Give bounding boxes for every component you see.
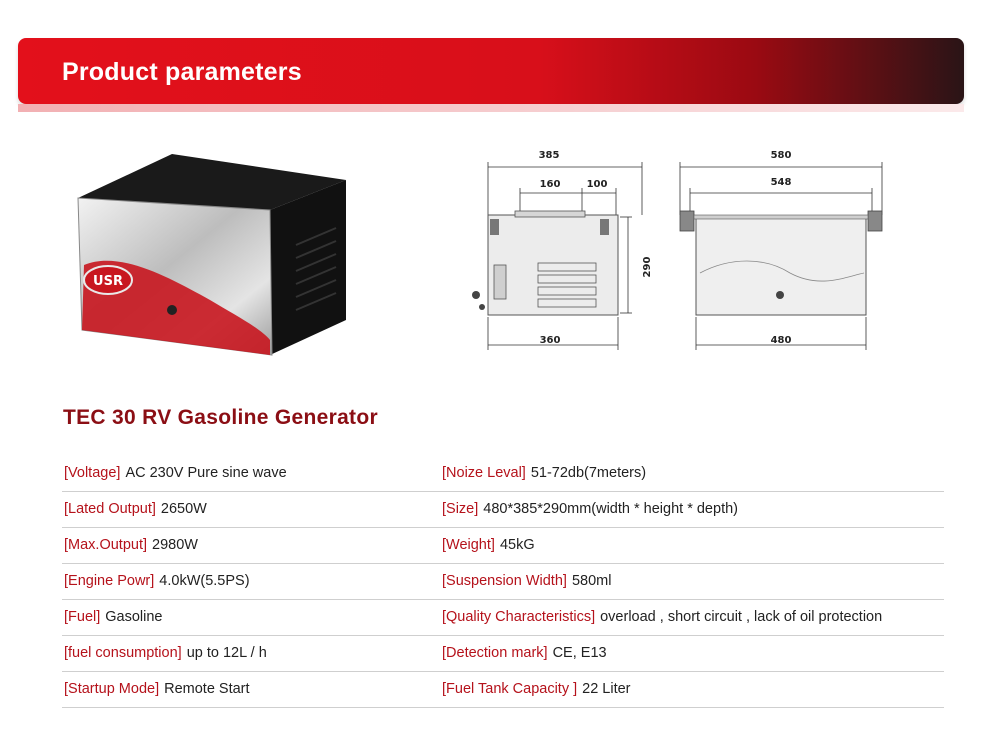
spec-label-rated-output: [Lated Output]	[64, 501, 156, 517]
spec-row	[62, 636, 944, 672]
spec-value-startup-mode: Remote Start	[164, 681, 250, 697]
spec-label-suspension-width: [Suspension Width]	[442, 573, 567, 589]
spec-value-rated-output: 2650W	[160, 501, 207, 517]
spec-label-voltage: [Voltage]	[64, 465, 121, 481]
dim-front-height: 290	[642, 256, 653, 278]
spec-label-fuel: [Fuel]	[64, 609, 101, 625]
spec-label-fuel-consumption: [fuel consumption]	[64, 645, 182, 661]
spec-label-max-output: [Max.Output]	[64, 537, 148, 553]
spec-value-voltage: AC 230V Pure sine wave	[125, 465, 287, 481]
side-dimension-diagram	[670, 145, 895, 355]
page-title: Product parameters	[62, 58, 302, 86]
spec-value-fuel-tank-capacity: 22 Liter	[582, 681, 631, 697]
dim-side-bottom: 480	[770, 335, 792, 346]
spec-label-quality-characteristics: [Quality Characteristics]	[442, 609, 596, 625]
spec-value-suspension-width: 580ml	[571, 573, 612, 589]
spec-value-fuel: Gasoline	[105, 609, 163, 625]
generator-photo	[60, 150, 360, 370]
spec-label-engine-power: [Engine Powr]	[64, 573, 155, 589]
dim-front-left-part: 160	[539, 179, 561, 190]
spec-value-engine-power: 4.0kW(5.5PS)	[159, 573, 250, 589]
spec-row	[62, 528, 944, 564]
spec-value-fuel-consumption: up to 12L / h	[186, 645, 267, 661]
dim-front-top: 385	[538, 150, 560, 161]
spec-row	[62, 600, 944, 636]
product-title: TEC 30 RV Gasoline Generator	[63, 406, 378, 429]
spec-value-quality-characteristics: overload , short circuit , lack of oil protection	[600, 609, 883, 625]
spec-label-detection-mark: [Detection mark]	[442, 645, 548, 661]
spec-row	[62, 492, 944, 528]
spec-value-detection-mark: CE, E13	[552, 645, 607, 661]
spec-row	[62, 672, 944, 708]
spec-label-size: [Size]	[442, 501, 479, 517]
spec-label-noise-level: [Noize Leval]	[442, 465, 526, 481]
spec-value-weight: 45kG	[499, 537, 535, 553]
spec-table	[62, 456, 944, 708]
header-banner-strip	[18, 104, 964, 112]
spec-value-max-output: 2980W	[152, 537, 198, 553]
spec-label-fuel-tank-capacity: [Fuel Tank Capacity ]	[442, 681, 578, 697]
dim-front-right-part: 100	[586, 179, 608, 190]
spec-label-weight: [Weight]	[442, 537, 495, 553]
spec-value-size: 480*385*290mm(width * height * depth)	[483, 501, 738, 517]
spec-label-startup-mode: [Startup Mode]	[64, 681, 160, 697]
spec-row	[62, 564, 944, 600]
dim-front-bottom: 360	[539, 335, 561, 346]
spec-row	[62, 456, 944, 492]
front-dimension-diagram	[460, 145, 660, 355]
dim-side-top-inner: 548	[770, 177, 792, 188]
spec-value-noise-level: 51-72db(7meters)	[530, 465, 647, 481]
photo-logo: USR	[93, 274, 123, 289]
dim-side-top-outer: 580	[770, 150, 792, 161]
